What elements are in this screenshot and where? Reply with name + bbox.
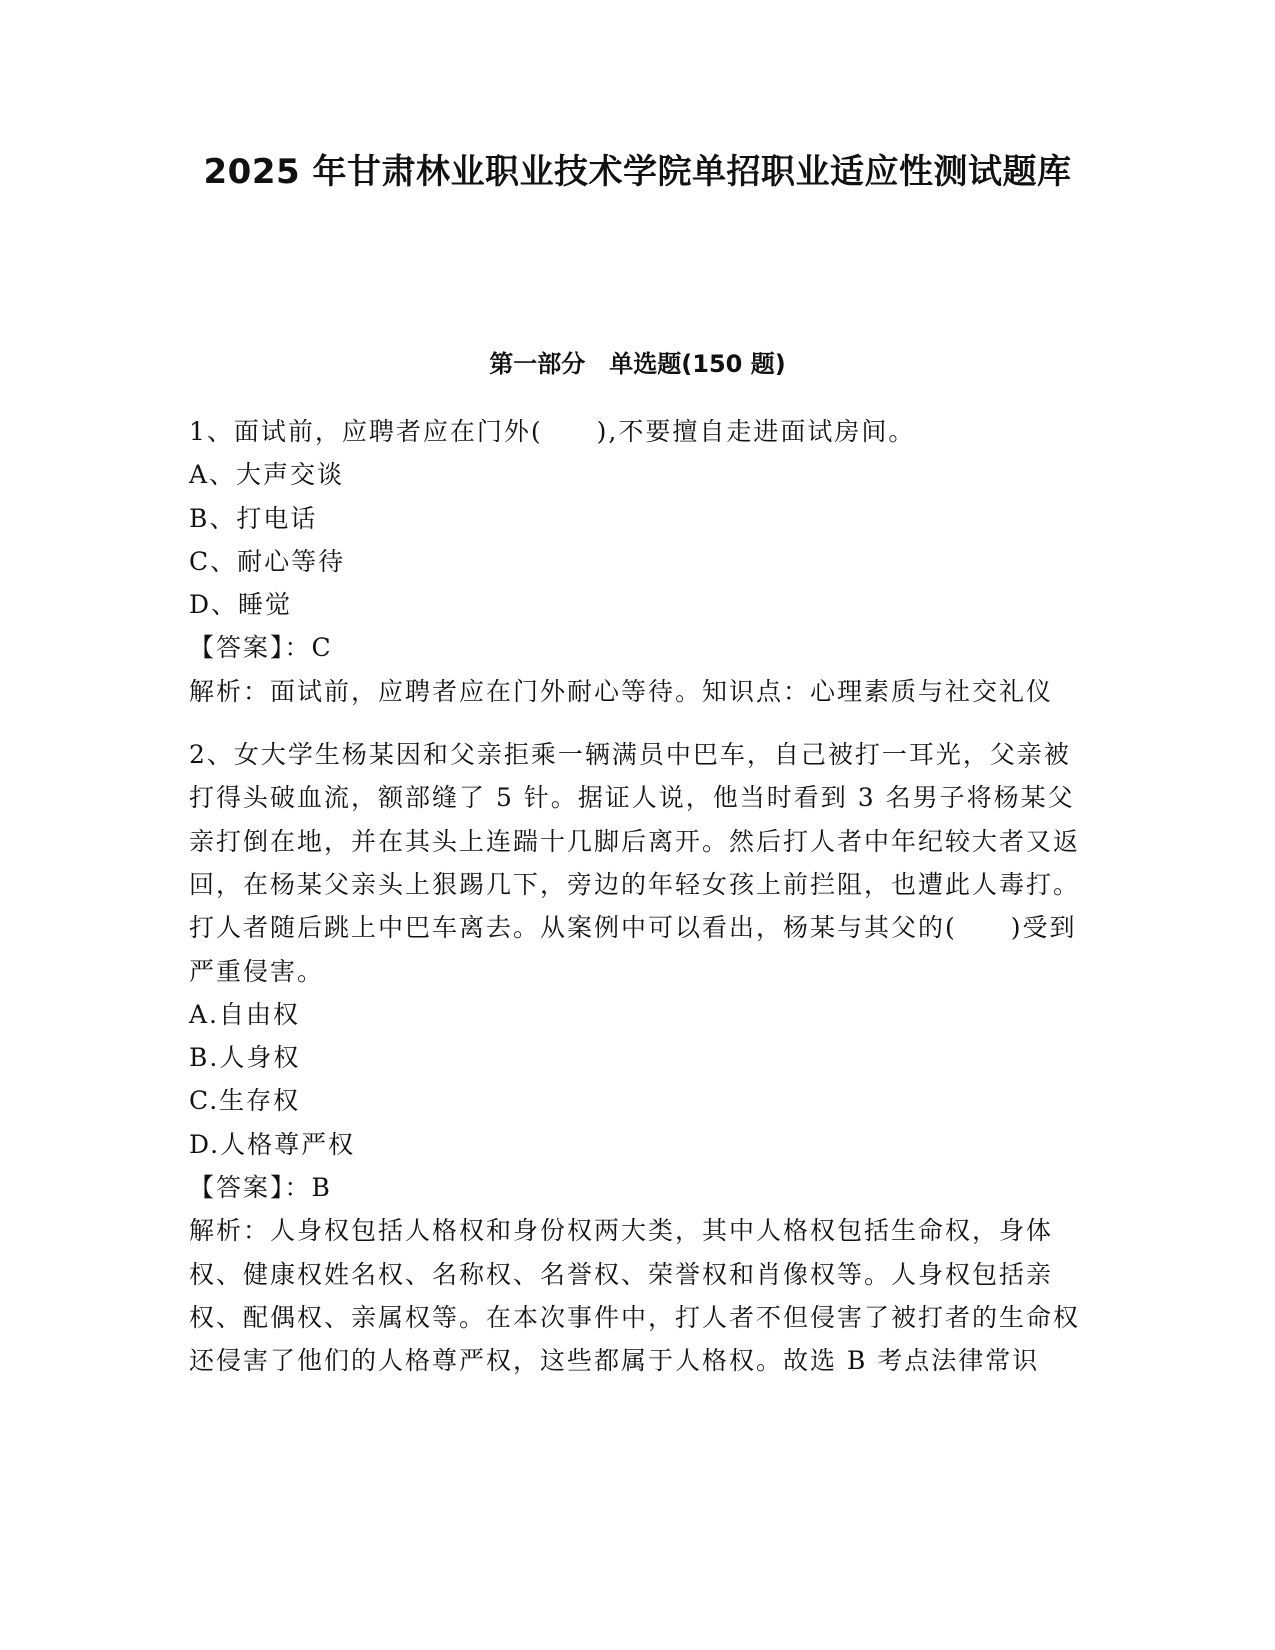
option-a: A、大声交谈	[189, 460, 345, 490]
option-a: A.自由权	[189, 999, 301, 1029]
option-b: B、打电话	[189, 503, 318, 533]
question-2	[189, 733, 1089, 1382]
section-heading: 第一部分 单选题(150 题)	[489, 350, 786, 378]
option-c: C、耐心等待	[189, 546, 346, 576]
question-list	[189, 410, 1089, 1383]
question-1	[189, 410, 1089, 713]
option-b: B.人身权	[189, 1043, 301, 1073]
answer: 【答案】：B	[189, 1173, 332, 1203]
option-c: C.生存权	[189, 1086, 301, 1116]
option-d: D、睡觉	[189, 590, 293, 620]
answer: 【答案】：C	[189, 633, 333, 663]
option-d: D.人格尊严权	[189, 1129, 356, 1159]
question-stem: 2、女大学生杨某因和父亲拒乘一辆满员中巴车，自己被打一耳光，父亲被打得头破血流，额部缝了 5 针。据证人说，他当时看到 3 名男子将杨某父亲打倒在地，并在其头上连踹十几脚后离开。然后打人者中年纪较大者又返回，在杨某父亲头上狠踢几下，旁边的年轻女孩上前拦阻，也遭此人毒打。打人者随后跳上中巴车离去。从案例中可以看出，杨某与其父的( )受到严重侵害。	[189, 740, 1081, 986]
explanation: 解析：面试前，应聘者应在门外耐心等待。知识点：心理素质与社交礼仪	[189, 676, 1054, 706]
document-title: 2025 年甘肃林业职业技术学院单招职业适应性测试题库	[203, 152, 1072, 192]
explanation: 解析：人身权包括人格权和身份权两大类，其中人格权包括生命权，身体权、健康权姓名权、名称权、名誉权、荣誉权和肖像权等。人身权包括亲权、配偶权、亲属权等。在本次事件中，打人者不但侵害了被打者的生命权还侵害了他们的人格尊严权，这些都属于人格权。故选 B 考点法律常识	[189, 1216, 1081, 1376]
question-stem: 1、面试前，应聘者应在门外( ),不要擅自走进面试房间。	[189, 417, 916, 446]
